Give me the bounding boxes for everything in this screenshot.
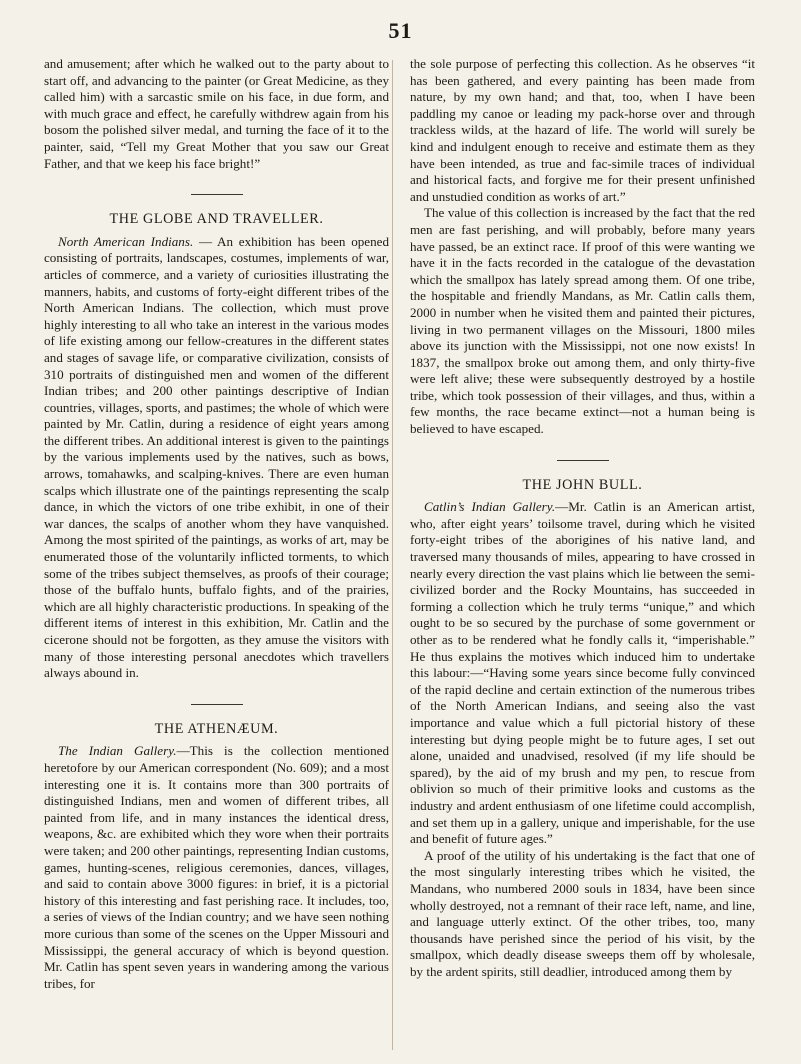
john-bull-article-paragraph xyxy=(410,499,755,847)
heading-globe-and-traveller: THE GLOBE AND TRAVELLER. xyxy=(109,211,324,228)
section-divider-rule xyxy=(191,704,243,705)
athenaeum-article-paragraph xyxy=(44,743,389,992)
globe-article-text: — An exhibition has been opened consisting of portraits, landscapes, costumes, implements of war, articles of commerce, and a variety of curiosities illustrating the manners, habits, and customs of forty-eight different tribes of the North American Indians. The collection, which must prove highly interesting to all who take an interest in the various modes of life existing among our fellow-creatures in the different states and stages of savage life, or comparative civilization, consists of 310 portraits of distinguished men and women of the different Indian tribes; and 200 other paintings descriptive of Indian countries, villages, sports, and pastimes; the whole of which were painted by Mr. Catlin, during a residence of eight years among the different tribes. An additional interest is given to the paintings by the various implements used by the natives, such as bows, arrows, tomahawks, and scalping-knives. There are even human scalps which illustrate one of the paintings representing the scalp dance, in which the victors of one tribe exhibit, in one of their war dances, the scalps of another whom they have vanquished. Among the most spirited of the paintings, as works of art, may be enumerated those of the voluntarily inflicted torments, to which some of the tribes subject themselves, as proofs of their courage; those of the buffalo hunts, buffalo fights, and of the prairies, which are all highly characteristic productions. In speaking of the different items of interest in this exhibition, Mr. Catlin and the cicerone should not be forgotten, as they amuse the visitors with many of those interesting personal anecdotes which travellers always abound in. xyxy=(44,233,389,681)
section-divider-rule xyxy=(191,194,243,195)
page-number: 51 xyxy=(388,18,413,43)
column-divider xyxy=(392,60,393,1050)
heading-athenaeum: THE ATHENÆUM. xyxy=(154,720,279,737)
left-column xyxy=(44,56,389,992)
continuation-paragraph: the sole purpose of perfecting this collection. As he observes “it has been gathered, and every painting has been made from nature, by my own hand; and that, too, when I have been paddling my canoe or leading my pack-horse over and through trackless wilds, at the hazard of life. The world will surely be kind and indulgent enough to receive and estimate them as they have been intended, as true and fac-simile traces of individual and historical facts, and forgive me for their present unfinished and unstudied condition as works of art.” xyxy=(410,56,755,204)
john-bull-article-text: —Mr. Catlin is an American artist, who, after eight years’ toilsome travel, during which he visited forty-eight tribes of the aborigines of his native land, and traversed many thousands of miles, appearing to have crossed in nearly every direction the vast plains which lie between the semi-civilized border and the Rocky Mountains, has succeeded in forming a collection which he truly terms “unique,” and which ought to be so secured by the purchase of some government or other as to be rendered what he fondly calls it, “imperishable.” He thus explains the motives which induced him to undertake this labour:—“Having some years since become fully convinced of the rapid decline and certain extinction of the numerous tribes of the North American Indians, and seeing also the vast importance and value which a full pictorial history of these interesting but dying people might be to future ages, I set out alone, unaided and unadvised, resolved (if my life should be spared), by the aid of my brush and my pen, to rescue from oblivion so much of their primitive looks and customs as the industry and ardent enthusiasm of one lifetime could accomplish, and set them up in a gallery, unique and imperishable, for the use and benefit of future ages.” xyxy=(410,499,756,847)
intro-paragraph: and amusement; after which he walked out to the party about to start off, and advancing to the painter (or Great Medicine, as they called him) with a sarcastic smile on his face, in due form, and with much grace and effect, he carefully withdrew again from his bosom the polished silver medal, and turning the face of it to the painter, said, “Tell my Great Mother that you saw our Great Father, and that we keep his face bright!” xyxy=(44,56,389,171)
john-bull-proof-paragraph: A proof of the utility of his undertaking is the fact that one of the most singularly interesting tribes which he visited, the Mandans, who numbered 2000 souls in 1834, have been since wholly destroyed, not a remnant of their race left, name, and line, and language utterly extinct. Of the other tribes, too, many thousands have perished since the period of his visit, by the smallpox, which deadly disease sweeps them off by wholesale, by the ardent spirits, still deadlier, introduced among them by xyxy=(410,847,755,979)
value-paragraph: The value of this collection is increased by the fact that the red men are fast perishing, and will probably, before many years have passed, be an extinct race. If proof of this were wanting we have it in the facts recorded in the catalogue of the devastation which the smallpox has lately spread among them. Of one tribe, the hospitable and friendly Mandans, as Mr. Catlin calls them, 2000 in number when he visited them and painted their pictures, living in two permanent villages on the Missouri, 1800 miles above its junction with the Mississippi, not one now exists! In 1837, the smallpox broke out among them, and only thirty-five were left alive; these were subsequently destroyed by a hostile tribe, which took possession of their villages, and thus, within a few months, the race became extinct—not a human being is believed to have escaped. xyxy=(410,205,755,437)
globe-article-paragraph xyxy=(44,234,389,682)
heading-john-bull: THE JOHN BULL. xyxy=(522,476,643,493)
globe-article-lead: North American Indians. xyxy=(58,233,194,249)
athenaeum-article-text: —This is the collection mentioned heretofore by our American correspondent (No. 609); and a most interesting one it is. It contains more than 300 portraits of distinguished Indians, men and women of different tribes, all painted from life, and in many instances the identical dress, weapons, &c. are exhibited which they wore when their portraits were taken; and 200 other paintings, representing Indian customs, games, hunting-scenes, religious ceremonies, dances, villages, and said to contain above 3000 figures: in brief, it is a pictorial history of this interesting and fast perishing race. It includes, too, a series of views of the Indian country; and we have seen nothing more curious than some of the scenes on the Upper Missouri and Mississippi, the general accuracy of which is beyond question. Mr. Catlin has spent seven years in wandering among the various tribes, for xyxy=(44,743,389,991)
john-bull-article-lead: Catlin’s Indian Gallery. xyxy=(424,499,556,515)
athenaeum-article-lead: The Indian Gallery. xyxy=(58,743,177,759)
section-divider-rule xyxy=(557,460,609,461)
right-column xyxy=(410,56,755,980)
